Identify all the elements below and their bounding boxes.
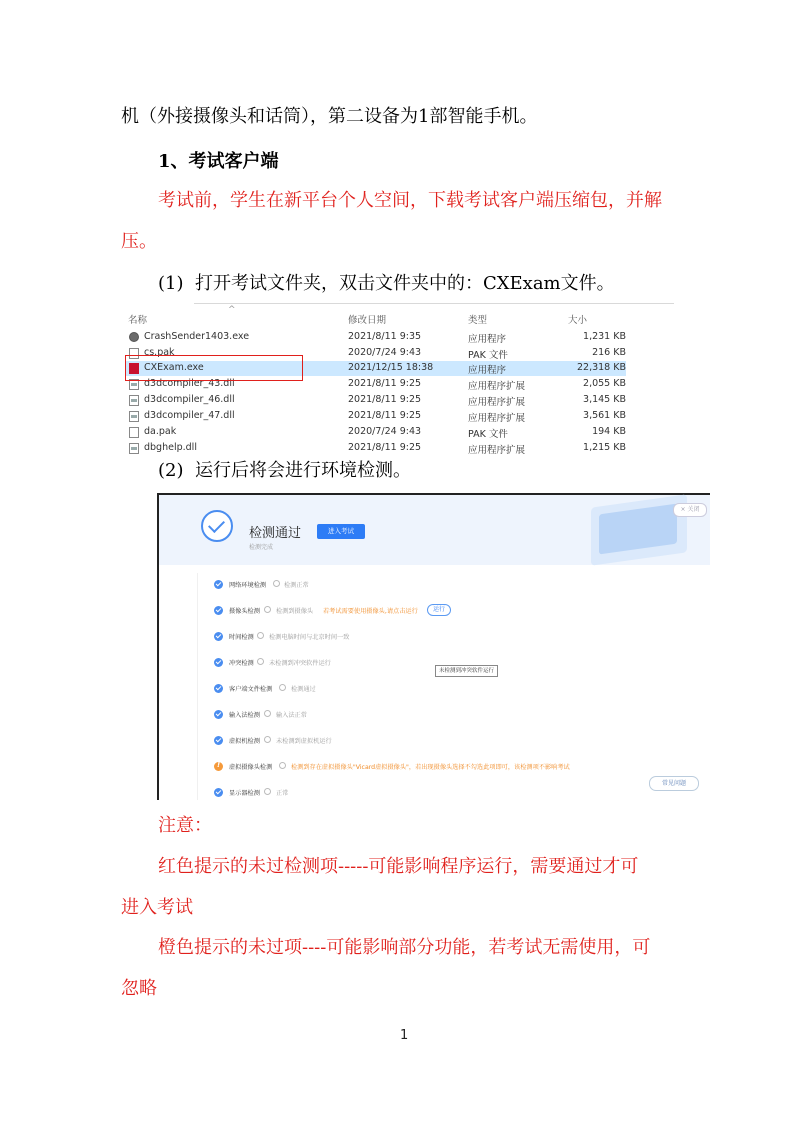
help-icon[interactable] bbox=[257, 632, 264, 639]
check-name: 冲突检测 bbox=[229, 660, 254, 667]
body-line-devices: 机（外接摄像头和话筒），第二设备为1部智能手机。 bbox=[121, 106, 538, 127]
file-size: 3,561 KB bbox=[583, 410, 626, 421]
status-tooltip: 未检测到冲突软件运行 bbox=[435, 665, 498, 677]
file-modified: 2021/8/11 9:35 bbox=[348, 331, 422, 342]
file-size: 3,145 KB bbox=[583, 394, 626, 405]
environment-check-screenshot bbox=[157, 493, 710, 800]
check-subtitle: 检测完成 bbox=[249, 544, 274, 551]
dll-file-icon bbox=[129, 395, 139, 406]
check-warning: 若考试需要使用摄像头,请点击运行 bbox=[323, 608, 418, 615]
check-item-client-files bbox=[214, 682, 454, 696]
check-status: 检测通过 bbox=[291, 686, 316, 693]
dll-file-icon bbox=[129, 443, 139, 454]
check-ok-icon bbox=[214, 658, 223, 667]
file-modified: 2021/8/11 9:25 bbox=[348, 378, 422, 389]
file-size: 1,231 KB bbox=[583, 331, 626, 342]
check-status: 检测正常 bbox=[284, 582, 309, 589]
file-modified: 2021/8/11 9:25 bbox=[348, 394, 422, 405]
dll-file-icon bbox=[129, 411, 139, 422]
check-item-vm bbox=[214, 734, 454, 748]
note-red-line2: 进入考试 bbox=[121, 897, 193, 918]
column-header-type[interactable]: 类型 bbox=[468, 315, 488, 326]
check-name: 输入法检测 bbox=[229, 712, 260, 719]
check-ok-icon bbox=[214, 788, 223, 797]
check-status: 检测电脑时间与北京时间一致 bbox=[269, 634, 350, 641]
step-1: (1) 打开考试文件夹，双击文件夹中的：CXExam文件。 bbox=[158, 273, 615, 294]
file-type: 应用程序 bbox=[468, 365, 507, 376]
note-orange-line2: 忽略 bbox=[121, 978, 157, 999]
file-modified: 2021/8/11 9:25 bbox=[348, 442, 422, 453]
help-icon[interactable] bbox=[257, 658, 264, 665]
column-header-size[interactable]: 大小 bbox=[568, 315, 588, 326]
check-item-conflict bbox=[214, 656, 454, 670]
warning-icon bbox=[214, 762, 223, 771]
help-icon[interactable] bbox=[264, 736, 271, 743]
check-name: 显示器检测 bbox=[229, 790, 260, 797]
file-name: cs.pak bbox=[144, 347, 175, 358]
check-status: 输入法正常 bbox=[276, 712, 307, 719]
check-ok-icon bbox=[214, 736, 223, 745]
file-size: 2,055 KB bbox=[583, 378, 626, 389]
file-row[interactable] bbox=[126, 393, 626, 408]
sort-caret-icon: ^ bbox=[228, 305, 236, 315]
section-heading: 1、考试客户端 bbox=[158, 151, 279, 172]
download-instruction-line2: 压。 bbox=[121, 231, 157, 252]
file-modified: 2020/7/24 9:43 bbox=[348, 347, 422, 358]
check-warning: 检测到存在虚拟摄像头"Vicard虚拟摄像头"，若出现摄像头选择不勾选此项即可，该检测项不影响考试 bbox=[291, 764, 570, 771]
note-orange-line1: 橙色提示的未过项----可能影响部分功能，若考试无需使用，可 bbox=[158, 937, 651, 958]
check-name: 虚拟机检测 bbox=[229, 738, 260, 745]
divider bbox=[194, 303, 674, 304]
check-ok-icon bbox=[214, 580, 223, 589]
file-row[interactable] bbox=[126, 330, 626, 345]
file-modified: 2021/12/15 18:38 bbox=[348, 362, 434, 373]
file-type: 应用程序 bbox=[468, 334, 507, 345]
file-type: PAK 文件 bbox=[468, 350, 508, 361]
file-row[interactable] bbox=[126, 425, 626, 440]
file-row[interactable] bbox=[126, 441, 626, 456]
help-icon[interactable] bbox=[273, 580, 280, 587]
check-item-network bbox=[214, 578, 414, 592]
check-item-ime bbox=[214, 708, 454, 722]
check-name: 虚拟摄像头检测 bbox=[229, 764, 273, 771]
check-item-time bbox=[214, 630, 454, 644]
check-ok-icon bbox=[214, 684, 223, 693]
note-title: 注意： bbox=[158, 815, 212, 836]
step-2: (2) 运行后将会进行环境检测。 bbox=[158, 460, 411, 481]
check-status: 正常 bbox=[276, 790, 289, 797]
file-type: 应用程序扩展 bbox=[468, 413, 526, 424]
file-name: d3dcompiler_46.dll bbox=[144, 394, 235, 405]
file-name: CrashSender1403.exe bbox=[144, 331, 250, 342]
check-name: 客户端文件检测 bbox=[229, 686, 273, 693]
file-row[interactable] bbox=[126, 409, 626, 424]
run-camera-button[interactable]: 运行 bbox=[427, 604, 451, 616]
help-icon[interactable] bbox=[279, 762, 286, 769]
check-item-camera bbox=[214, 604, 534, 618]
check-circle-icon bbox=[201, 510, 233, 542]
enter-exam-button[interactable]: 进入考试 bbox=[317, 524, 365, 539]
check-ok-icon bbox=[214, 710, 223, 719]
download-instruction-line1: 考试前，学生在新平台个人空间，下载考试客户端压缩包，并解 bbox=[158, 190, 662, 211]
file-type: PAK 文件 bbox=[468, 429, 508, 440]
check-name: 摄像头检测 bbox=[229, 608, 260, 615]
help-icon[interactable] bbox=[264, 710, 271, 717]
help-icon[interactable] bbox=[279, 684, 286, 691]
file-name: d3dcompiler_43.dll bbox=[144, 378, 235, 389]
note-red-line1: 红色提示的未过检测项-----可能影响程序运行，需要通过才可 bbox=[158, 856, 639, 877]
check-status: 检测到摄像头 bbox=[276, 608, 314, 615]
file-size: 216 KB bbox=[592, 347, 626, 358]
help-icon[interactable] bbox=[264, 606, 271, 613]
file-type: 应用程序扩展 bbox=[468, 397, 526, 408]
check-item-display bbox=[214, 786, 414, 800]
faq-button[interactable]: 常见问题 bbox=[649, 776, 699, 791]
file-name: da.pak bbox=[144, 426, 177, 437]
crash-sender-icon bbox=[129, 332, 139, 342]
check-item-virtual-camera bbox=[214, 760, 614, 774]
check-ok-icon bbox=[214, 632, 223, 641]
column-header-modified[interactable]: 修改日期 bbox=[348, 315, 387, 326]
file-size: 22,318 KB bbox=[576, 362, 626, 373]
file-name: CXExam.exe bbox=[144, 362, 204, 373]
file-name: dbghelp.dll bbox=[144, 442, 197, 453]
check-status: 未检测到虚拟机运行 bbox=[276, 738, 332, 745]
column-header-name[interactable]: 名称 bbox=[128, 315, 148, 326]
file-modified: 2020/7/24 9:43 bbox=[348, 426, 422, 437]
help-icon[interactable] bbox=[264, 788, 271, 795]
file-type: 应用程序扩展 bbox=[468, 381, 526, 392]
file-modified: 2021/8/11 9:25 bbox=[348, 410, 422, 421]
close-button[interactable]: × 关闭 bbox=[673, 503, 707, 517]
highlight-box bbox=[125, 355, 303, 381]
file-size: 194 KB bbox=[592, 426, 626, 437]
check-title: 检测通过 bbox=[249, 526, 302, 541]
check-name: 时间检测 bbox=[229, 634, 254, 641]
file-icon bbox=[129, 427, 139, 438]
check-status: 未检测到冲突软件运行 bbox=[269, 660, 331, 667]
page-number: 1 bbox=[400, 1028, 409, 1043]
check-name: 网络环境检测 bbox=[229, 582, 267, 589]
check-ok-icon bbox=[214, 606, 223, 615]
result-header bbox=[159, 495, 710, 565]
file-type: 应用程序扩展 bbox=[468, 445, 526, 456]
file-name: d3dcompiler_47.dll bbox=[144, 410, 235, 421]
border-left bbox=[157, 493, 159, 800]
file-size: 1,215 KB bbox=[583, 442, 626, 453]
